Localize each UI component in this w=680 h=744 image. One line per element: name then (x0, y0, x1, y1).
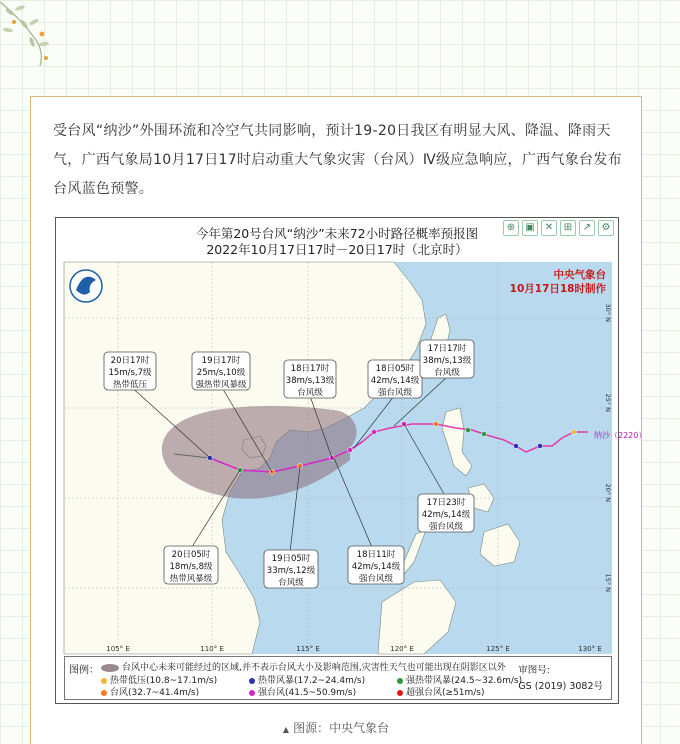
lat-label: 25° N (604, 393, 612, 412)
forecast-level: 台风级 (297, 388, 323, 398)
legend-dot-icon (397, 678, 403, 684)
lon-label: 130° E (578, 645, 602, 653)
lat-label: 30° N (604, 303, 612, 322)
image-caption (31, 719, 641, 736)
forecast-time: 18日11时 (356, 550, 396, 560)
forecast-time: 18日17时 (290, 364, 330, 374)
forecast-level: 热带风暴级 (169, 574, 213, 584)
forecast-box-19d17 (192, 352, 250, 390)
forecast-time: 20日17时 (110, 356, 150, 366)
lon-label: 115° E (296, 645, 320, 653)
forecast-box-18d11 (348, 546, 404, 584)
track-point (372, 430, 377, 435)
forecast-wind: 25m/s,10级 (196, 368, 246, 378)
forecast-wind: 42m/s,14级 (370, 376, 420, 386)
track-point (482, 432, 487, 437)
forecast-box-17d23 (418, 494, 474, 532)
approval-number: GS (2019) 3082号 (518, 681, 603, 692)
forecast-box-20d05 (164, 546, 218, 584)
agency-name: 中央气象台 (553, 269, 606, 281)
lat-label: 20° N (604, 483, 612, 502)
legend-item-text: 热带低压(10.8~17.1m/s) (110, 676, 218, 686)
legend-item-text: 超强台风(≥51m/s) (406, 688, 485, 698)
legend-item (101, 685, 199, 698)
forecast-time: 20日05时 (171, 550, 211, 560)
settings-icon[interactable]: ⚙ (598, 220, 614, 236)
made-time: 10月17日18时制作 (509, 283, 606, 295)
track-point (514, 444, 519, 449)
legend-item-text: 强台风(41.5~50.9m/s) (258, 688, 357, 698)
forecast-wind: 38m/s,13级 (422, 356, 472, 366)
image-icon[interactable]: ▣ (522, 220, 538, 236)
legend-label: 图例： (69, 665, 99, 676)
forecast-level: 强台风级 (428, 522, 464, 532)
forecast-wind: 15m/s,7级 (108, 368, 152, 378)
legend-item (397, 685, 485, 698)
forecast-time: 19日17时 (201, 356, 241, 366)
grid-icon[interactable]: ⊞ (560, 220, 576, 236)
forecast-level: 热带低压 (112, 380, 148, 390)
forecast-level: 强台风级 (377, 388, 413, 398)
forecast-time: 17日23时 (426, 498, 466, 508)
article-intro: 受台风“纳沙”外围环流和冷空气共同影响，预计19-20日我区有明显大风、降温、降雨天气，广西气象局10月17日17时启动重大气象灾害（台风）Ⅳ级应急响应，广西气象台发布台风蓝色预警。 (53, 123, 622, 197)
forecast-box-20d17 (104, 352, 156, 390)
cma-logo (70, 270, 102, 302)
approval-label: 审图号: (518, 665, 550, 676)
forecast-wind: 33m/s,12级 (266, 566, 316, 576)
track-point (572, 430, 577, 435)
map-canvas (64, 262, 647, 654)
share-icon[interactable]: ↗ (579, 220, 595, 236)
legend-item-text: 热带风暴(17.2~24.4m/s) (258, 676, 366, 686)
forecast-level: 强热带风暴级 (195, 380, 247, 390)
forecast-wind: 38m/s,13级 (285, 376, 335, 386)
legend-dot-icon (101, 690, 107, 696)
forecast-wind: 42m/s,14级 (351, 562, 401, 572)
cone-swatch-icon (101, 664, 119, 672)
track-point (466, 428, 471, 433)
leaf-branch-decoration (0, 0, 60, 70)
forecast-wind: 42m/s,14级 (421, 510, 471, 520)
legend-area-row (101, 660, 506, 673)
forecast-box-18d05 (368, 360, 422, 398)
track-point (538, 444, 543, 449)
legend-dot-icon (249, 678, 255, 684)
zoom-in-icon[interactable]: ⊕ (503, 220, 519, 236)
forecast-wind: 18m/s,8级 (169, 562, 213, 572)
forecast-time: 19日05时 (271, 554, 311, 564)
track-point (348, 448, 353, 453)
map-subtitle: 2022年10月17日17时－20日17时（北京时） (206, 242, 468, 257)
typhoon-track-map (55, 217, 647, 704)
typhoon-name: 纳沙（2220） (594, 431, 647, 440)
lon-label: 120° E (390, 645, 414, 653)
close-icon[interactable]: ✕ (541, 220, 557, 236)
legend-item-text: 强热带风暴(24.5~32.6m/s) (406, 676, 523, 686)
track-point (434, 422, 439, 427)
forecast-box-19d05 (264, 550, 318, 588)
legend-dot-icon (249, 690, 255, 696)
lat-label: 15° N (604, 573, 612, 592)
lon-label: 110° E (200, 645, 224, 653)
map-title: 今年第20号台风“纳沙”未来72小时路径概率预报图 (195, 226, 479, 241)
legend-item (249, 685, 356, 698)
forecast-level: 台风级 (434, 368, 460, 378)
forecast-level: 强台风级 (358, 574, 394, 584)
legend-item-text: 台风(32.7~41.4m/s) (110, 688, 200, 698)
caption-text: 图源：中央气象台 (293, 721, 390, 735)
forecast-time: 18日05时 (375, 364, 415, 374)
legend-area-desc: 台风中心未来可能经过的区域,并不表示台风大小及影响范围,灾害性天气也可能出现在阴影区以外 (122, 663, 506, 673)
lon-label: 125° E (486, 645, 510, 653)
lon-label: 105° E (106, 645, 130, 653)
map-approval (518, 663, 603, 695)
caption-triangle-icon: ▲ (282, 725, 290, 734)
legend-dot-icon (397, 690, 403, 696)
forecast-time: 17日17时 (427, 344, 467, 354)
forecast-level: 台风级 (278, 578, 304, 588)
map-legend (64, 656, 612, 700)
legend-dot-icon (101, 678, 107, 684)
article-card (30, 96, 647, 744)
forecast-box-18d17 (284, 360, 336, 398)
forecast-box-17d17 (420, 340, 474, 378)
